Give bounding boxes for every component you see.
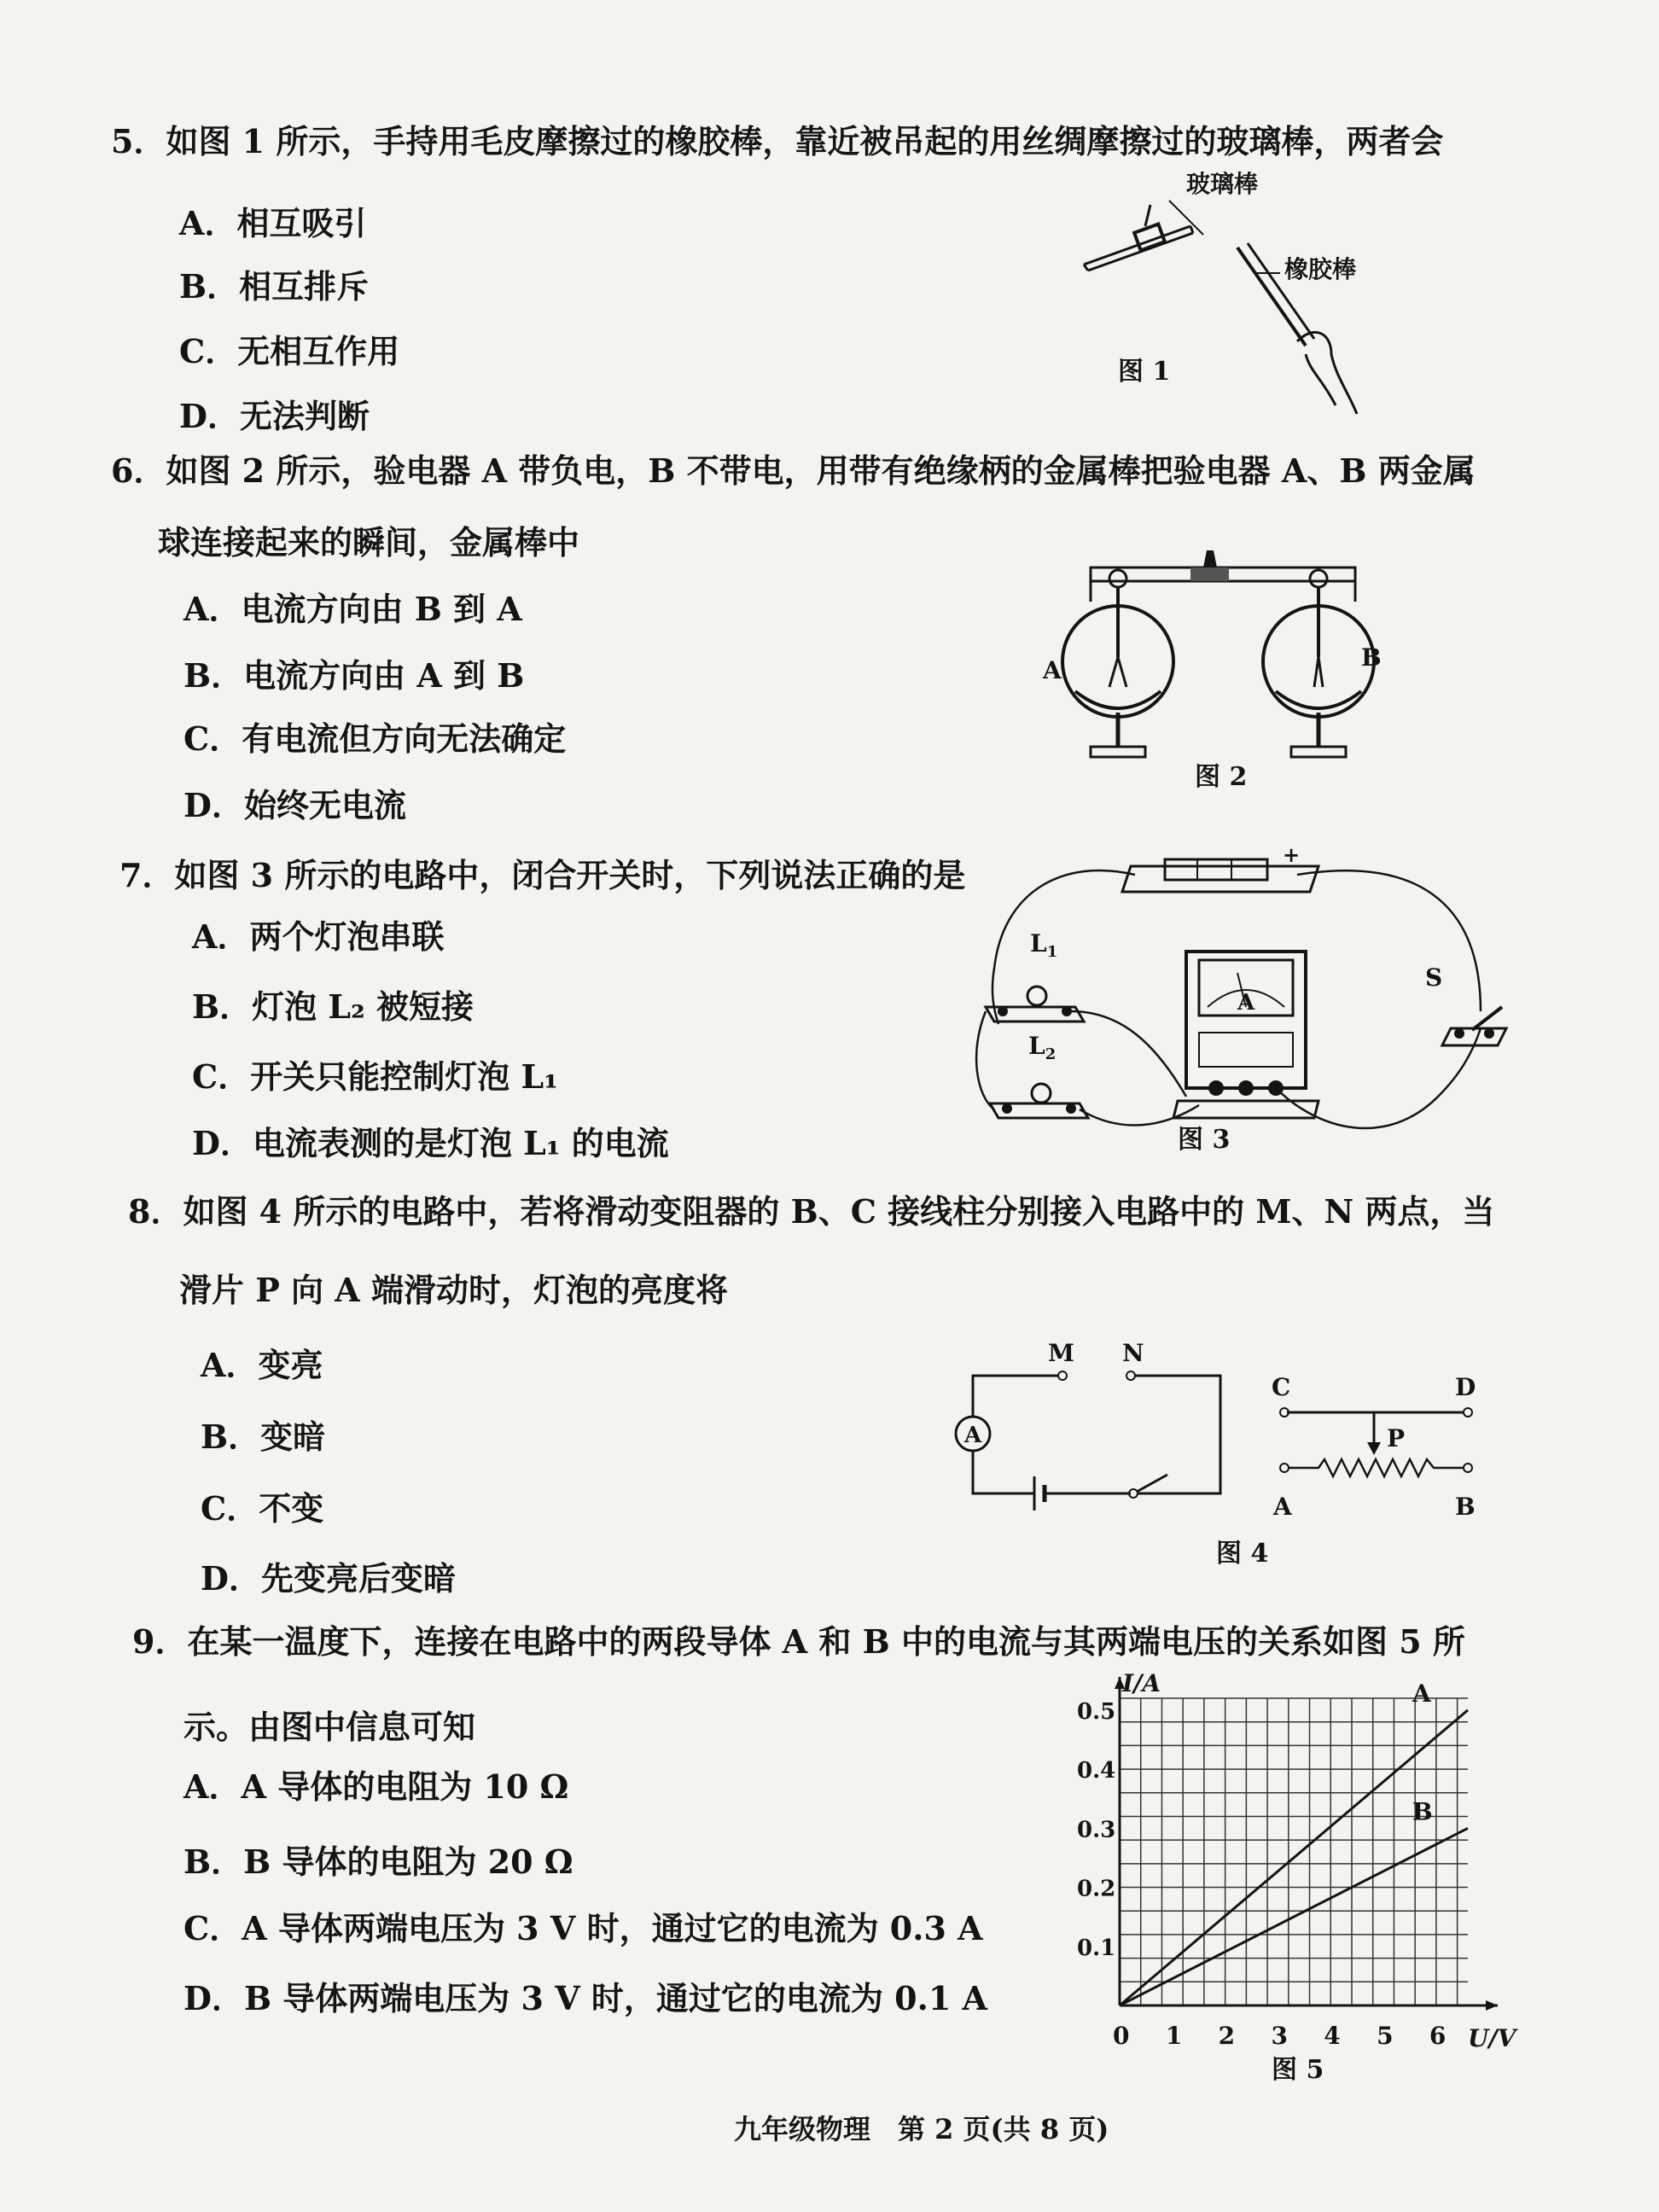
question-9-stem-line-1: 9．在某一温度下，连接在电路中的两段导体 A 和 B 中的电流与其两端电压的关系如图 5 所 bbox=[132, 1622, 1465, 1661]
question-8-stem-line-2: 滑片 P 向 A 端滑动时，灯泡的亮度将 bbox=[179, 1271, 728, 1309]
question-8-stem-line-1: 8．如图 4 所示的电路中，若将滑动变阻器的 B、C 接线柱分别接入电路中的 M、N 两点，当 bbox=[128, 1192, 1495, 1231]
series-label-a: A bbox=[1412, 1679, 1431, 1708]
y-tick-label: 0.4 bbox=[1077, 1758, 1116, 1784]
figure-1 bbox=[1050, 158, 1408, 431]
glass-rod-label: 玻璃棒 bbox=[1186, 170, 1259, 198]
question-9-option-b: B．B 导体的电阻为 20 Ω bbox=[183, 1842, 573, 1881]
question-5-option-a: A．相互吸引 bbox=[179, 204, 367, 242]
terminal-b-label: B bbox=[1455, 1493, 1476, 1521]
figure-2-caption: 图 2 bbox=[1195, 762, 1248, 792]
figure-5-caption: 图 5 bbox=[1272, 2055, 1324, 2085]
electroscope-a-label: A bbox=[1043, 656, 1062, 684]
battery-plus-label: + bbox=[1283, 842, 1301, 867]
question-5-option-b: B．相互排斥 bbox=[179, 267, 370, 306]
y-tick-label: 0.2 bbox=[1077, 1876, 1116, 1902]
terminal-d-label: D bbox=[1455, 1373, 1476, 1401]
question-9-stem-line-2: 示。由图中信息可知 bbox=[183, 1708, 476, 1746]
question-5-stem: 5．如图 1 所示，手持用毛皮摩擦过的橡胶棒，靠近被吊起的用丝绸摩擦过的玻璃棒，两者会 bbox=[111, 122, 1444, 160]
slider-p-label: P bbox=[1387, 1424, 1406, 1452]
question-7-stem: 7．如图 3 所示的电路中，闭合开关时，下列说法正确的是 bbox=[119, 856, 966, 894]
question-9-option-c: C．A 导体两端电压为 3 V 时，通过它的电流为 0.3 A bbox=[183, 1909, 983, 1947]
question-7-option-a: A．两个灯泡串联 bbox=[192, 917, 445, 956]
x-axis-label: U/V bbox=[1468, 2024, 1516, 2052]
question-6-option-a: A．电流方向由 B 到 A bbox=[183, 590, 522, 628]
question-5-option-c: C．无相互作用 bbox=[179, 332, 400, 370]
x-tick-label: 1 bbox=[1165, 2022, 1183, 2050]
y-axis-label: I/A bbox=[1122, 1669, 1161, 1697]
question-9-option-a: A．A 导体的电阻为 10 Ω bbox=[183, 1767, 569, 1806]
point-m-label: M bbox=[1048, 1339, 1074, 1367]
x-axis-arrow bbox=[1486, 2000, 1498, 2011]
question-8-option-c: C．不变 bbox=[201, 1489, 324, 1528]
question-7-option-d: D．电流表测的是灯泡 L₁ 的电流 bbox=[192, 1124, 669, 1162]
figure-5-chart bbox=[1067, 1664, 1516, 2085]
x-tick-label: 2 bbox=[1218, 2022, 1236, 2050]
question-8-option-a: A．变亮 bbox=[201, 1346, 323, 1384]
point-n-label: N bbox=[1122, 1339, 1144, 1367]
x-tick-label: 3 bbox=[1271, 2022, 1288, 2050]
chart-grid bbox=[1120, 1698, 1468, 2005]
x-tick-label: 0 bbox=[1113, 2022, 1130, 2050]
x-tick-label: 4 bbox=[1324, 2022, 1341, 2050]
page-footer: 九年级物理 第 2 页(共 8 页) bbox=[734, 2113, 1109, 2145]
series-label-b: B bbox=[1412, 1797, 1433, 1826]
question-6-option-d: D．始终无电流 bbox=[183, 786, 406, 824]
question-6-option-c: C．有电流但方向无法确定 bbox=[183, 719, 567, 758]
x-tick-label: 6 bbox=[1429, 2022, 1447, 2050]
ammeter-face-label: A bbox=[1237, 990, 1255, 1016]
figure-1-caption: 图 1 bbox=[1118, 357, 1171, 387]
figure-2 bbox=[1024, 529, 1417, 802]
question-9-option-d: D．B 导体两端电压为 3 V 时，通过它的电流为 0.1 A bbox=[183, 1979, 987, 2017]
lamp-l1-label: $L_1$ bbox=[1030, 929, 1058, 961]
switch-s-label: S bbox=[1425, 963, 1443, 992]
terminal-a-label: A bbox=[1273, 1493, 1292, 1521]
question-8-option-b: B．变暗 bbox=[201, 1417, 326, 1456]
electroscope-b-label: B bbox=[1361, 643, 1382, 672]
y-tick-label: 0.1 bbox=[1077, 1935, 1116, 1961]
chart-tick-labels bbox=[1077, 1699, 1446, 2050]
question-5-option-d: D．无法判断 bbox=[179, 397, 370, 435]
question-6-stem-line-2: 球连接起来的瞬间，金属棒中 bbox=[158, 523, 580, 562]
figure-4-caption: 图 4 bbox=[1216, 1539, 1269, 1569]
question-8-option-d: D．先变亮后变暗 bbox=[201, 1559, 456, 1598]
question-6-option-b: B．电流方向由 A 到 B bbox=[183, 656, 525, 695]
question-6-stem-line-1: 6．如图 2 所示，验电器 A 带负电，B 不带电，用带有绝缘柄的金属棒把验电器 A、B 两金属 bbox=[111, 451, 1476, 490]
lamp-l2-label: $L_2$ bbox=[1028, 1032, 1057, 1063]
rubber-rod-label: 橡胶棒 bbox=[1284, 255, 1357, 283]
figure-4 bbox=[939, 1331, 1502, 1570]
y-tick-label: 0.3 bbox=[1077, 1817, 1116, 1843]
x-tick-label: 5 bbox=[1377, 2022, 1394, 2050]
figure-3-caption: 图 3 bbox=[1178, 1125, 1231, 1155]
figure-3 bbox=[960, 841, 1523, 1156]
terminal-c-label: C bbox=[1272, 1373, 1291, 1401]
y-tick-label: 0.5 bbox=[1077, 1698, 1116, 1725]
ammeter-symbol-label: A bbox=[964, 1423, 982, 1448]
question-7-option-c: C．开关只能控制灯泡 L₁ bbox=[192, 1057, 558, 1096]
question-7-option-b: B．灯泡 L₂ 被短接 bbox=[192, 987, 474, 1026]
